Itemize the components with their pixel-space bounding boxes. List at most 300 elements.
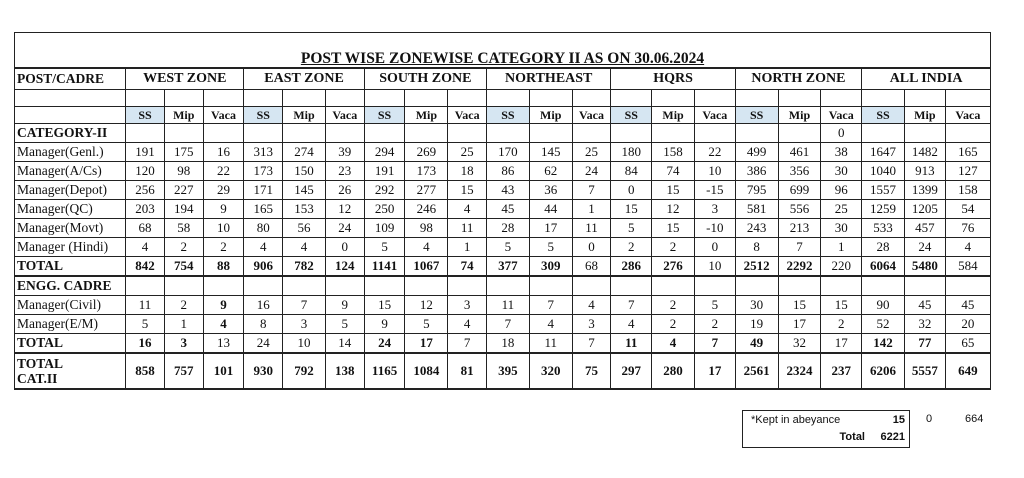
subheader-vaca: Vaca [821, 107, 862, 124]
table-cell: 203 [126, 200, 165, 219]
table-cell: 3 [164, 334, 203, 354]
table-cell: 2 [652, 238, 695, 257]
table-cell: 12 [325, 200, 364, 219]
category-header-cell: 0 [821, 124, 862, 143]
table-cell: 309 [529, 257, 572, 277]
engg-header-cell [164, 276, 203, 296]
spacer-cell [572, 90, 611, 107]
table-cell: -10 [694, 219, 735, 238]
table-cell: 1084 [405, 353, 448, 389]
table-cell: 18 [448, 162, 487, 181]
subheader-mip: Mip [904, 107, 945, 124]
table-cell: 26 [325, 181, 364, 200]
spacer-cell [945, 90, 990, 107]
table-cell: 173 [405, 162, 448, 181]
table-cell: 80 [244, 219, 283, 238]
table-cell: 68 [126, 219, 165, 238]
table-cell: 30 [735, 296, 778, 315]
table-cell: 7 [487, 315, 530, 334]
table-cell: 98 [164, 162, 203, 181]
category-header-cell [244, 124, 283, 143]
table-cell: 2 [203, 238, 244, 257]
table-cell: 227 [164, 181, 203, 200]
subheader-mip: Mip [778, 107, 821, 124]
table-cell: 1 [572, 200, 611, 219]
table-cell: 1 [164, 315, 203, 334]
abeyance-vaca-value: 664 [965, 413, 984, 425]
table-cell: 7 [529, 296, 572, 315]
row-label: TOTAL [15, 257, 126, 277]
table-cell: 5 [611, 219, 652, 238]
table-cell: 30 [821, 162, 862, 181]
table-cell: 0 [694, 238, 735, 257]
subheader-ss: SS [364, 107, 405, 124]
title-row [15, 33, 991, 69]
table-cell: 10 [203, 219, 244, 238]
table-cell: 930 [244, 353, 283, 389]
table-row [15, 162, 991, 181]
table-cell: 158 [945, 181, 990, 200]
spacer-row [15, 90, 991, 107]
table-cell: 7 [448, 334, 487, 354]
table-cell: 32 [904, 315, 945, 334]
category-header-cell [778, 124, 821, 143]
engg-header-cell [862, 276, 905, 296]
zone-header-west: WEST ZONE [126, 68, 244, 90]
subheader-mip: Mip [652, 107, 695, 124]
table-cell: 2 [611, 238, 652, 257]
table-cell: 5 [364, 238, 405, 257]
engg-header-cell [203, 276, 244, 296]
table-row [15, 238, 991, 257]
table-cell: 1647 [862, 143, 905, 162]
spacer-cell [487, 90, 530, 107]
engg-header-cell [572, 276, 611, 296]
table-cell: 14 [325, 334, 364, 354]
table-cell: 17 [778, 315, 821, 334]
category-header-cell [694, 124, 735, 143]
table-cell: 52 [862, 315, 905, 334]
table-cell: 16 [203, 143, 244, 162]
table-cell: 556 [778, 200, 821, 219]
table-cell: 7 [694, 334, 735, 354]
table-cell: 62 [529, 162, 572, 181]
table-cell: 2 [652, 296, 695, 315]
table-cell: 237 [821, 353, 862, 389]
spacer-cell [778, 90, 821, 107]
table-cell: 757 [164, 353, 203, 389]
engg-header-cell [405, 276, 448, 296]
table-cell: 191 [364, 162, 405, 181]
grand-total-label [15, 353, 126, 389]
table-cell: 4 [126, 238, 165, 257]
table-cell: 15 [448, 181, 487, 200]
engg-total-row [15, 334, 991, 354]
table-cell: 153 [283, 200, 326, 219]
table-cell: 858 [126, 353, 165, 389]
table-cell: 165 [244, 200, 283, 219]
table-cell: 4 [611, 315, 652, 334]
table-cell: 4 [448, 200, 487, 219]
subheader-vaca: Vaca [572, 107, 611, 124]
category-header-cell [405, 124, 448, 143]
category-header-cell [735, 124, 778, 143]
category-header-cell [611, 124, 652, 143]
table-cell: 15 [821, 296, 862, 315]
engg-header-cell [735, 276, 778, 296]
table-cell: 11 [529, 334, 572, 354]
table-cell: 5 [325, 315, 364, 334]
subheader-vaca: Vaca [325, 107, 364, 124]
abeyance-total-value: 6221 [880, 431, 905, 443]
table-cell: 98 [405, 219, 448, 238]
table-cell: 145 [529, 143, 572, 162]
table-cell: 842 [126, 257, 165, 277]
engg-header-cell [325, 276, 364, 296]
abeyance-total-label: Total [839, 431, 865, 443]
table-cell: 101 [203, 353, 244, 389]
row-label: Manager(Depot) [15, 181, 126, 200]
spacer-cell [164, 90, 203, 107]
table-cell: 2 [694, 315, 735, 334]
table-cell: 1 [821, 238, 862, 257]
abeyance-box [742, 410, 910, 448]
zone-header-east: EAST ZONE [244, 68, 364, 90]
spacer-cell [283, 90, 326, 107]
table-cell: 213 [778, 219, 821, 238]
table-cell: 16 [126, 334, 165, 354]
table-cell: 142 [862, 334, 905, 354]
table-cell: 7 [283, 296, 326, 315]
table-cell: 15 [652, 219, 695, 238]
subheader-ss: SS [862, 107, 905, 124]
engg-header-cell [778, 276, 821, 296]
table-cell: 4 [448, 315, 487, 334]
subheader-mip: Mip [164, 107, 203, 124]
grand-total-label-line2: CAT.II [17, 371, 58, 386]
table-cell: 4 [283, 238, 326, 257]
table-cell: 124 [325, 257, 364, 277]
table-cell: 58 [164, 219, 203, 238]
table-cell: 28 [487, 219, 530, 238]
table-cell: 96 [821, 181, 862, 200]
table-cell: 56 [283, 219, 326, 238]
table-cell: 17 [821, 334, 862, 354]
table-cell: 4 [203, 315, 244, 334]
table-cell: 88 [203, 257, 244, 277]
category-header-cell [945, 124, 990, 143]
table-cell: 138 [325, 353, 364, 389]
table-cell: 10 [694, 162, 735, 181]
table-cell: 25 [821, 200, 862, 219]
table-cell: 10 [694, 257, 735, 277]
table-cell: 782 [283, 257, 326, 277]
table-cell: 906 [244, 257, 283, 277]
engg-label: ENGG. CADRE [15, 276, 126, 296]
category-header-cell [325, 124, 364, 143]
engg-header-cell [904, 276, 945, 296]
table-cell: 74 [652, 162, 695, 181]
spacer-cell [448, 90, 487, 107]
table-cell: 913 [904, 162, 945, 181]
table-cell: 81 [448, 353, 487, 389]
engg-header-cell [694, 276, 735, 296]
table-cell: 584 [945, 257, 990, 277]
table-cell: 5 [405, 315, 448, 334]
spacer-cell [126, 90, 165, 107]
table-cell: 39 [325, 143, 364, 162]
table-cell: 90 [862, 296, 905, 315]
table-cell: 22 [203, 162, 244, 181]
category-total-row [15, 257, 991, 277]
category-ii-table [14, 32, 991, 390]
category-header-cell [487, 124, 530, 143]
subheader-blank [15, 107, 126, 124]
table-cell: 1040 [862, 162, 905, 181]
row-label: TOTAL [15, 334, 126, 354]
spacer-cell [611, 90, 652, 107]
table-cell: 6064 [862, 257, 905, 277]
table-cell: 15 [611, 200, 652, 219]
engg-header-cell [487, 276, 530, 296]
table-cell: 30 [821, 219, 862, 238]
table-cell: 23 [325, 162, 364, 181]
engg-header-cell [611, 276, 652, 296]
table-cell: 8 [244, 315, 283, 334]
spacer-cell [904, 90, 945, 107]
table-cell: 165 [945, 143, 990, 162]
table-cell: 5 [487, 238, 530, 257]
spacer-cell [652, 90, 695, 107]
subheader-ss: SS [244, 107, 283, 124]
spacer-cell [862, 90, 905, 107]
engg-header-cell [283, 276, 326, 296]
table-cell: 49 [735, 334, 778, 354]
table-row [15, 296, 991, 315]
table-cell: 36 [529, 181, 572, 200]
table-cell: 68 [572, 257, 611, 277]
engg-header-cell [529, 276, 572, 296]
category-header-cell [283, 124, 326, 143]
table-cell: 320 [529, 353, 572, 389]
table-cell: 9 [325, 296, 364, 315]
table-cell: 24 [364, 334, 405, 354]
table-cell: 280 [652, 353, 695, 389]
row-label: Manager(QC) [15, 200, 126, 219]
table-cell: 3 [694, 200, 735, 219]
table-cell: 150 [283, 162, 326, 181]
category-header-cell [862, 124, 905, 143]
table-cell: 19 [735, 315, 778, 334]
table-cell: 256 [126, 181, 165, 200]
table-cell: 5 [126, 315, 165, 334]
category-header-cell [529, 124, 572, 143]
table-cell: 76 [945, 219, 990, 238]
row-label: Manager(Movt) [15, 219, 126, 238]
table-cell: 1399 [904, 181, 945, 200]
subheader-ss: SS [487, 107, 530, 124]
subheader-ss: SS [735, 107, 778, 124]
table-cell: 170 [487, 143, 530, 162]
subheader-vaca: Vaca [694, 107, 735, 124]
table-cell: 386 [735, 162, 778, 181]
table-cell: 54 [945, 200, 990, 219]
table-cell: -15 [694, 181, 735, 200]
table-cell: 276 [652, 257, 695, 277]
table-cell: 173 [244, 162, 283, 181]
table-cell: 246 [405, 200, 448, 219]
table-row [15, 181, 991, 200]
spacer-cell [364, 90, 405, 107]
table-cell: 1141 [364, 257, 405, 277]
table-cell: 11 [126, 296, 165, 315]
table-cell: 2512 [735, 257, 778, 277]
table-cell: 0 [325, 238, 364, 257]
table-cell: 269 [405, 143, 448, 162]
table-cell: 699 [778, 181, 821, 200]
row-label: Manager(Civil) [15, 296, 126, 315]
category-header-cell [572, 124, 611, 143]
subheader-vaca: Vaca [448, 107, 487, 124]
table-cell: 313 [244, 143, 283, 162]
table-cell: 533 [862, 219, 905, 238]
table-cell: 1205 [904, 200, 945, 219]
table-cell: 9 [364, 315, 405, 334]
subheader-ss: SS [611, 107, 652, 124]
spacer-cell [694, 90, 735, 107]
table-cell: 243 [735, 219, 778, 238]
zone-header-northeast: NORTHEAST [487, 68, 611, 90]
zone-header-all-india: ALL INDIA [862, 68, 991, 90]
table-cell: 11 [448, 219, 487, 238]
table-cell: 15 [652, 181, 695, 200]
table-cell: 0 [611, 181, 652, 200]
subheader-mip: Mip [405, 107, 448, 124]
report-sheet [14, 32, 991, 443]
table-cell: 1 [448, 238, 487, 257]
table-cell: 220 [821, 257, 862, 277]
table-cell: 5 [694, 296, 735, 315]
table-cell: 11 [611, 334, 652, 354]
table-cell: 5480 [904, 257, 945, 277]
spacer-cell [244, 90, 283, 107]
table-cell: 5 [529, 238, 572, 257]
table-cell: 11 [572, 219, 611, 238]
subheader-ss: SS [126, 107, 165, 124]
abeyance-ss-value: 15 [892, 414, 905, 426]
category-header-cell [126, 124, 165, 143]
table-cell: 11 [487, 296, 530, 315]
table-cell: 754 [164, 257, 203, 277]
subheader-vaca: Vaca [945, 107, 990, 124]
engg-header-cell [126, 276, 165, 296]
table-cell: 25 [572, 143, 611, 162]
table-cell: 194 [164, 200, 203, 219]
table-cell: 649 [945, 353, 990, 389]
category-header-cell [164, 124, 203, 143]
abeyance-label: *Kept in abeyance [751, 414, 841, 426]
table-cell: 1067 [405, 257, 448, 277]
spacer-cell [325, 90, 364, 107]
spacer-cell [529, 90, 572, 107]
table-cell: 3 [448, 296, 487, 315]
table-cell: 18 [487, 334, 530, 354]
row-label: Manager(A/Cs) [15, 162, 126, 181]
table-cell: 2 [164, 238, 203, 257]
table-cell: 7 [572, 181, 611, 200]
table-cell: 10 [283, 334, 326, 354]
table-cell: 4 [945, 238, 990, 257]
table-cell: 2 [164, 296, 203, 315]
table-cell: 12 [405, 296, 448, 315]
abeyance-mip-value: 0 [926, 413, 933, 425]
category-header-cell [448, 124, 487, 143]
table-row [15, 143, 991, 162]
table-cell: 24 [325, 219, 364, 238]
table-cell: 17 [529, 219, 572, 238]
category-header-row [15, 124, 991, 143]
table-cell: 3 [572, 315, 611, 334]
table-cell: 5557 [904, 353, 945, 389]
spacer-cell [15, 90, 126, 107]
table-cell: 4 [572, 296, 611, 315]
table-cell: 1165 [364, 353, 405, 389]
table-cell: 4 [244, 238, 283, 257]
table-cell: 8 [735, 238, 778, 257]
table-cell: 84 [611, 162, 652, 181]
table-cell: 145 [283, 181, 326, 200]
zone-header-south: SOUTH ZONE [364, 68, 486, 90]
spacer-cell [735, 90, 778, 107]
table-cell: 24 [244, 334, 283, 354]
table-cell: 43 [487, 181, 530, 200]
table-cell: 795 [735, 181, 778, 200]
table-cell: 32 [778, 334, 821, 354]
grand-total-label-line1: TOTAL [17, 356, 64, 371]
table-cell: 22 [694, 143, 735, 162]
table-cell: 120 [126, 162, 165, 181]
table-cell: 15 [778, 296, 821, 315]
engg-header-cell [448, 276, 487, 296]
table-cell: 294 [364, 143, 405, 162]
table-cell: 180 [611, 143, 652, 162]
table-cell: 6206 [862, 353, 905, 389]
table-cell: 4 [652, 334, 695, 354]
table-cell: 792 [283, 353, 326, 389]
table-cell: 356 [778, 162, 821, 181]
table-cell: 20 [945, 315, 990, 334]
category-label: CATEGORY-II [15, 124, 126, 143]
table-cell: 1482 [904, 143, 945, 162]
table-cell: 127 [945, 162, 990, 181]
table-cell: 457 [904, 219, 945, 238]
row-label: Manager(E/M) [15, 315, 126, 334]
engg-header-row [15, 276, 991, 296]
table-row [15, 315, 991, 334]
row-label: Manager (Hindi) [15, 238, 126, 257]
zone-header-row [15, 68, 991, 90]
table-cell: 499 [735, 143, 778, 162]
table-cell: 191 [126, 143, 165, 162]
table-cell: 7 [778, 238, 821, 257]
table-cell: 7 [611, 296, 652, 315]
table-cell: 9 [203, 200, 244, 219]
table-cell: 44 [529, 200, 572, 219]
engg-header-cell [821, 276, 862, 296]
table-cell: 171 [244, 181, 283, 200]
table-cell: 2 [652, 315, 695, 334]
table-cell: 292 [364, 181, 405, 200]
